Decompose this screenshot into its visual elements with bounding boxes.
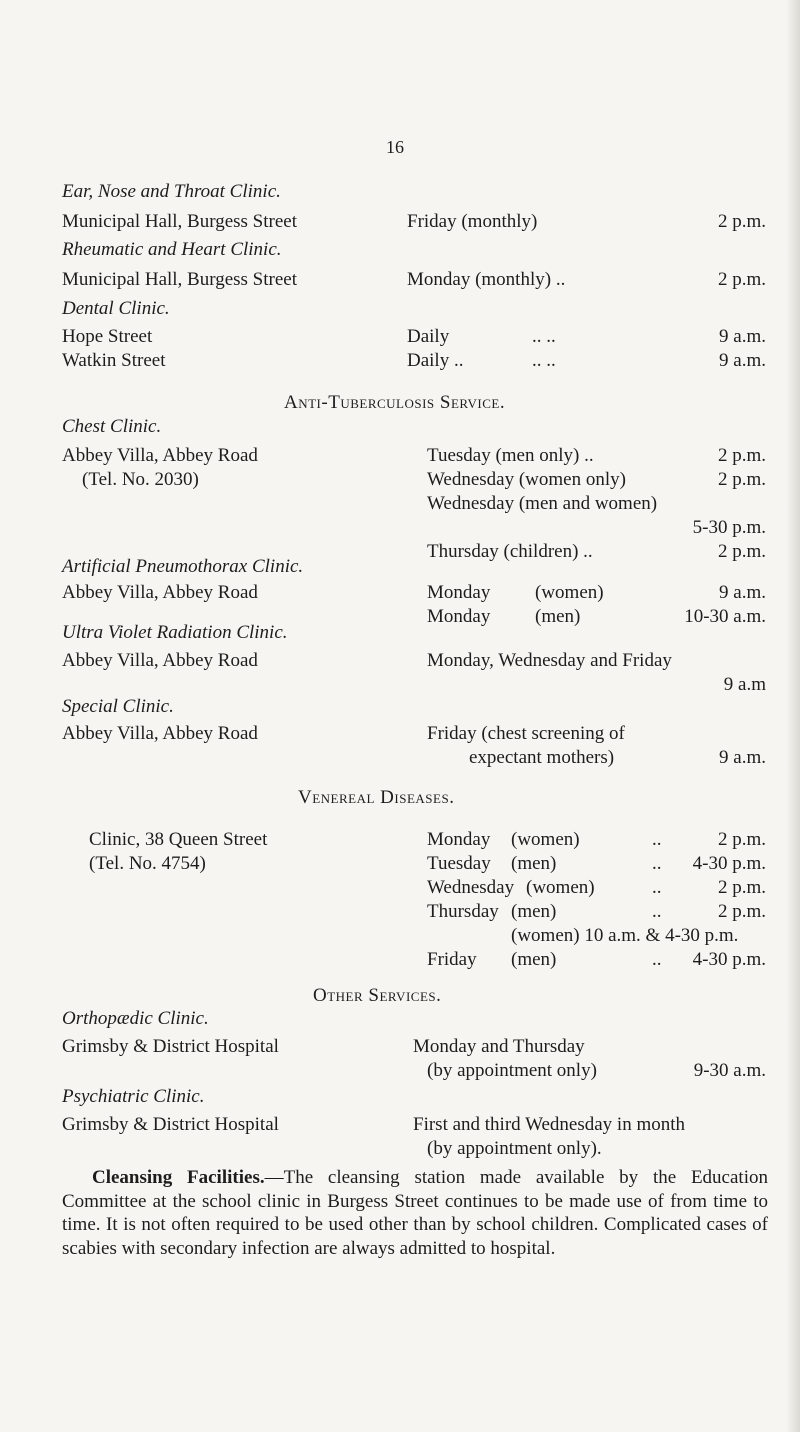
special-clinic-heading: Special Clinic. xyxy=(62,696,174,717)
venereal-who-3: (women) xyxy=(526,877,595,898)
venereal-time-1: 2 p.m. xyxy=(717,829,766,850)
special-clinic-day-line2: expectant mothers) xyxy=(469,747,615,768)
dental-dots-2: .. .. xyxy=(532,350,556,371)
dental-dots-1: .. .. xyxy=(532,326,556,347)
pneumothorax-time-2: 10-30 a.m. xyxy=(684,606,766,627)
venereal-time-4: 2 p.m. xyxy=(717,901,766,922)
pneumothorax-clinic-heading: Artificial Pneumothorax Clinic. xyxy=(62,556,304,577)
venereal-clinic-tel: (Tel. No. 4754) xyxy=(89,853,206,874)
venereal-who-1: (women) xyxy=(511,829,580,850)
ent-clinic-heading: Ear, Nose and Throat Clinic. xyxy=(62,181,281,202)
dental-day-1: Daily xyxy=(407,326,450,347)
venereal-time-6: 4-30 p.m. xyxy=(692,949,766,970)
chest-row-time-2: 2 p.m. xyxy=(717,469,766,490)
cleansing-text: —The cleansing station made available by the Education Committee at the school clinic in Burgess Street continues to be made use of from time to time. It is not often required to be used other than by school children. Complicated cases of scabies with secondary infection are always admitted to hospital. xyxy=(62,1167,768,1259)
ent-clinic-location: Municipal Hall, Burgess Street xyxy=(62,211,298,232)
venereal-dots-1: .. xyxy=(652,829,662,850)
cleansing-paragraph xyxy=(62,1166,768,1260)
psychiatric-clinic-location: Grimsby & District Hospital xyxy=(62,1114,279,1135)
venereal-day-3: Wednesday xyxy=(427,877,515,898)
chest-row-time-3: 5-30 p.m. xyxy=(692,517,766,538)
psychiatric-clinic-heading: Psychiatric Clinic. xyxy=(62,1086,205,1107)
pneumothorax-clinic-location: Abbey Villa, Abbey Road xyxy=(62,582,258,603)
dental-time-2: 9 a.m. xyxy=(719,350,766,371)
chest-row-day-3: Wednesday (men and women) xyxy=(427,493,658,514)
ultra-violet-clinic-heading: Ultra Violet Radiation Clinic. xyxy=(62,622,288,643)
venereal-day-4: Thursday xyxy=(427,901,499,922)
rheumatic-clinic-day: Monday (monthly) .. xyxy=(407,269,566,290)
chest-clinic-tel: (Tel. No. 2030) xyxy=(82,469,199,490)
venereal-dots-2: .. xyxy=(652,853,662,874)
pneumothorax-who-2: (men) xyxy=(535,606,581,627)
ultra-violet-clinic-location: Abbey Villa, Abbey Road xyxy=(62,650,258,671)
venereal-who-6: (men) xyxy=(511,949,557,970)
venereal-time-3: 2 p.m. xyxy=(717,877,766,898)
orthopaedic-clinic-day-line2: (by appointment only) xyxy=(427,1060,597,1081)
pneumothorax-day-1: Monday xyxy=(427,582,491,603)
pneumothorax-who-1: (women) xyxy=(535,582,604,603)
dental-clinic-heading: Dental Clinic. xyxy=(62,298,170,319)
ent-clinic-day: Friday (monthly) xyxy=(407,211,538,232)
chest-row-day-2: Wednesday (women only) xyxy=(427,469,626,490)
psychiatric-clinic-day-line2: (by appointment only). xyxy=(427,1138,602,1159)
venereal-diseases-title: Venereal Diseases. xyxy=(298,787,455,808)
rheumatic-clinic-heading: Rheumatic and Heart Clinic. xyxy=(62,239,282,260)
dental-location-2: Watkin Street xyxy=(62,350,166,371)
venereal-day-1: Monday xyxy=(427,829,491,850)
chest-row-day-4: Thursday (children) .. xyxy=(427,541,593,562)
venereal-day-6: Friday xyxy=(427,949,477,970)
page-number: 16 xyxy=(386,137,404,157)
psychiatric-clinic-day-line1: First and third Wednesday in month xyxy=(413,1114,686,1135)
chest-clinic-location: Abbey Villa, Abbey Road xyxy=(62,445,258,466)
ent-clinic-time: 2 p.m. xyxy=(717,211,766,232)
orthopaedic-clinic-location: Grimsby & District Hospital xyxy=(62,1036,279,1057)
pneumothorax-time-1: 9 a.m. xyxy=(719,582,766,603)
other-services-title: Other Services. xyxy=(313,985,442,1006)
pneumothorax-day-2: Monday xyxy=(427,606,491,627)
venereal-who-4: (men) xyxy=(511,901,557,922)
special-clinic-time: 9 a.m. xyxy=(719,747,766,768)
chest-clinic-heading: Chest Clinic. xyxy=(62,416,162,437)
chest-row-day-1: Tuesday (men only) .. xyxy=(427,445,594,466)
special-clinic-location: Abbey Villa, Abbey Road xyxy=(62,723,258,744)
page-edge-shadow xyxy=(786,0,800,1432)
orthopaedic-clinic-heading: Orthopædic Clinic. xyxy=(62,1008,209,1029)
dental-day-2: Daily .. xyxy=(407,350,464,371)
venereal-who-2: (men) xyxy=(511,853,557,874)
special-clinic-day-line1: Friday (chest screening of xyxy=(427,723,625,744)
venereal-who-5: (women) 10 a.m. & 4-30 p.m. xyxy=(511,925,739,946)
rheumatic-clinic-location: Municipal Hall, Burgess Street xyxy=(62,269,298,290)
venereal-dots-3: .. xyxy=(652,877,662,898)
orthopaedic-clinic-day-line1: Monday and Thursday xyxy=(413,1036,585,1057)
venereal-dots-6: .. xyxy=(652,949,662,970)
rheumatic-clinic-time: 2 p.m. xyxy=(717,269,766,290)
chest-row-time-4: 2 p.m. xyxy=(717,541,766,562)
chest-row-time-1: 2 p.m. xyxy=(717,445,766,466)
anti-tuberculosis-title: Anti-Tuberculosis Service. xyxy=(284,392,506,413)
ultra-violet-clinic-time: 9 a.m xyxy=(723,674,766,695)
cleansing-lead: Cleansing Facilities. xyxy=(92,1167,265,1188)
venereal-day-2: Tuesday xyxy=(427,853,491,874)
venereal-clinic-location: Clinic, 38 Queen Street xyxy=(89,829,268,850)
orthopaedic-clinic-time: 9-30 a.m. xyxy=(693,1060,766,1081)
ultra-violet-clinic-day: Monday, Wednesday and Friday xyxy=(427,650,672,671)
venereal-dots-4: .. xyxy=(652,901,662,922)
dental-time-1: 9 a.m. xyxy=(719,326,766,347)
venereal-time-2: 4-30 p.m. xyxy=(692,853,766,874)
dental-location-1: Hope Street xyxy=(62,326,153,347)
